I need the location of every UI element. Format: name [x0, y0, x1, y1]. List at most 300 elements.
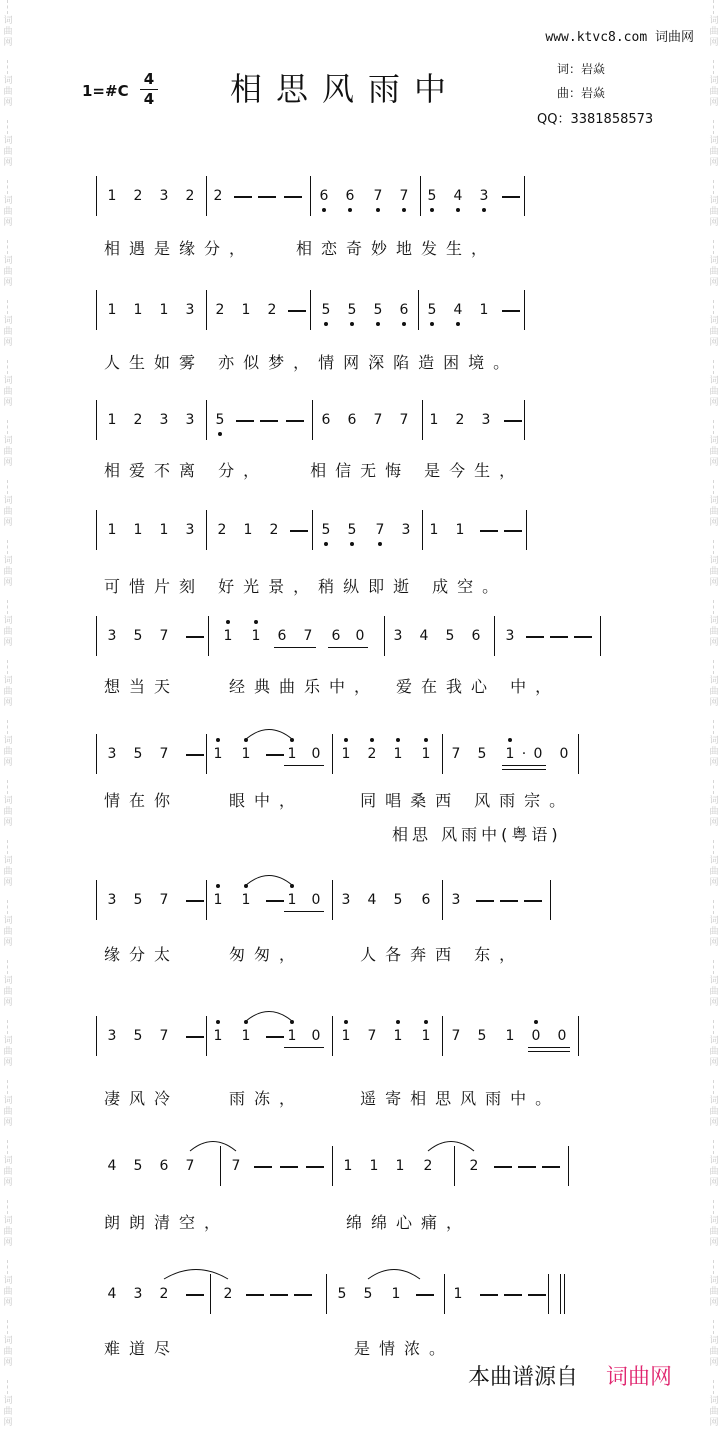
note: 7: [159, 1028, 169, 1044]
watermark-text: 词 曲 网: [709, 1336, 719, 1368]
octave-dot-below: [430, 208, 434, 212]
note: 1: [223, 628, 233, 644]
bar-line: [332, 1146, 333, 1186]
bar-line: [96, 616, 97, 656]
note: 0: [559, 746, 569, 762]
note: 3: [133, 1286, 143, 1302]
octave-dot-below: [324, 322, 328, 326]
note-dash: [186, 1036, 204, 1038]
note: 2: [367, 746, 377, 762]
note-dash: [186, 636, 204, 638]
score-line-9: [0, 1146, 722, 1186]
tie-arc: [368, 1266, 420, 1280]
note-dash: [542, 1166, 560, 1168]
note: 1: [287, 892, 297, 908]
note: 1: [213, 746, 223, 762]
bar-line: [524, 176, 525, 216]
watermark-text: 词 曲 网: [709, 676, 719, 708]
note: 5: [215, 412, 225, 428]
note: 7: [303, 628, 313, 644]
lyric-line-5: 想当天 经典曲乐中， 爱在我心 中，: [104, 677, 561, 696]
note-dash: [526, 636, 544, 638]
watermark-dash: [713, 1260, 714, 1274]
note: 1: [505, 1028, 515, 1044]
note-dash: [504, 1294, 522, 1296]
watermark-dash: [713, 960, 714, 974]
note-dash: [236, 420, 254, 422]
watermark-text: 词 曲 网: [3, 256, 13, 288]
note: 5: [363, 1286, 373, 1302]
watermark-text: 词 曲 网: [3, 196, 13, 228]
watermark-text: 词 曲 网: [709, 916, 719, 948]
octave-dot-above: [508, 738, 512, 742]
bar-line: [550, 880, 551, 920]
bar-line: [454, 1146, 455, 1186]
bar-line: [442, 1016, 443, 1056]
watermark-dash: [713, 1200, 714, 1214]
note: 1: [453, 1286, 463, 1302]
watermark-text: 词 曲 网: [709, 376, 719, 408]
octave-dot-above: [424, 1020, 428, 1024]
octave-dot-below: [348, 208, 352, 212]
watermark-dash: [7, 1380, 8, 1394]
watermark-dash: [713, 60, 714, 74]
note: 4: [107, 1286, 117, 1302]
watermark-dash: [7, 1080, 8, 1094]
note: 7: [451, 1028, 461, 1044]
bar-line: [220, 1146, 221, 1186]
octave-dot-below: [456, 322, 460, 326]
note: 1: [505, 746, 515, 762]
note-dash: [416, 1294, 434, 1296]
octave-dot-below: [350, 322, 354, 326]
octave-dot-below: [482, 208, 486, 212]
note: 1: [107, 412, 117, 428]
note: 7: [159, 628, 169, 644]
note: 1: [479, 302, 489, 318]
watermark-text: 词 曲 网: [709, 136, 719, 168]
site-url[interactable]: [545, 26, 694, 45]
bar-line: [384, 616, 385, 656]
note-dash: [502, 196, 520, 198]
tie-arc: [246, 726, 292, 740]
note: 5: [427, 302, 437, 318]
note: 2: [469, 1158, 479, 1174]
bar-line: [564, 1274, 565, 1314]
note: 7: [399, 188, 409, 204]
score-line-7: [0, 880, 722, 920]
note-dash: [280, 1166, 298, 1168]
note: 0: [557, 1028, 567, 1044]
note: 7: [159, 746, 169, 762]
watermark-dash: [7, 60, 8, 74]
note: 5: [477, 746, 487, 762]
composer-credit: 曲：岩焱: [557, 86, 606, 100]
note: 3: [479, 188, 489, 204]
beam-underline: [284, 765, 324, 766]
note: 0: [311, 892, 321, 908]
bar-line: [206, 176, 207, 216]
octave-dot-above: [216, 738, 220, 742]
note: 1: [241, 746, 251, 762]
bar-line: [442, 734, 443, 774]
note-dash: [306, 1166, 324, 1168]
note-dash: [258, 196, 276, 198]
note: 5: [373, 302, 383, 318]
bar-line: [206, 290, 207, 330]
octave-dot-below: [350, 542, 354, 546]
note: 6: [471, 628, 481, 644]
watermark-text: 词 曲 网: [709, 436, 719, 468]
note-dash: [550, 636, 568, 638]
bar-line: [96, 290, 97, 330]
note: 5: [427, 188, 437, 204]
bar-line: [210, 1274, 211, 1314]
bar-line: [96, 880, 97, 920]
note: 5: [321, 302, 331, 318]
key-signature: 1=#C: [82, 82, 129, 100]
watermark-dash: [713, 360, 714, 374]
watermark-dash: [7, 120, 8, 134]
note: 1: [133, 522, 143, 538]
note: 7: [373, 412, 383, 428]
note-dash: [270, 1294, 288, 1296]
note: 3: [185, 412, 195, 428]
note: 1: [391, 1286, 401, 1302]
note-dash: [480, 530, 498, 532]
note: 5: [133, 1028, 143, 1044]
note-dash: [524, 900, 542, 902]
site-name-text: 词曲网: [654, 30, 694, 45]
note: 4: [453, 188, 463, 204]
beam-underline: [528, 1047, 570, 1048]
octave-dot-above: [344, 738, 348, 742]
watermark-dash: [713, 720, 714, 734]
note: 1: [133, 302, 143, 318]
bar-line: [310, 176, 311, 216]
time-signature: [140, 70, 158, 109]
note-dash: [266, 1036, 284, 1038]
note: 3: [481, 412, 491, 428]
note-dash: [186, 900, 204, 902]
octave-dot-above: [344, 1020, 348, 1024]
note: 6: [331, 628, 341, 644]
watermark-dash: [7, 960, 8, 974]
lyric-line-10: 难道尽 是情浓。: [104, 1339, 455, 1358]
bar-line: [600, 616, 601, 656]
watermark-dash: [713, 600, 714, 614]
tie-arc: [246, 872, 292, 886]
note-dash: [246, 1294, 264, 1296]
bar-line: [578, 734, 579, 774]
bar-line: [96, 400, 97, 440]
bar-line: [422, 510, 423, 550]
note: 1: [241, 892, 251, 908]
watermark-text: 词 曲 网: [3, 556, 13, 588]
watermark-text: 词 曲 网: [3, 496, 13, 528]
note-dash: [286, 420, 304, 422]
octave-dot-below: [376, 322, 380, 326]
note: 0: [311, 1028, 321, 1044]
note: 6: [159, 1158, 169, 1174]
bar-line: [206, 1016, 207, 1056]
watermark-dash: [7, 480, 8, 494]
note-dash: [494, 1166, 512, 1168]
note: 1: [429, 412, 439, 428]
note: 1: [287, 1028, 297, 1044]
note: 3: [505, 628, 515, 644]
note: 4: [419, 628, 429, 644]
note: 5: [133, 892, 143, 908]
octave-dot-below: [402, 322, 406, 326]
octave-dot-below: [402, 208, 406, 212]
note-dash: [186, 1294, 204, 1296]
octave-dot-above: [396, 738, 400, 742]
lyric-line-8: 凄风冷 雨冻， 遥寄相思风雨中。: [104, 1089, 561, 1108]
note: 6: [347, 412, 357, 428]
source-site-link[interactable]: 词曲网: [606, 1365, 673, 1390]
note: 6: [277, 628, 287, 644]
note-dash: [480, 1294, 498, 1296]
note: 3: [451, 892, 461, 908]
octave-dot-above: [216, 1020, 220, 1024]
note: 6: [399, 302, 409, 318]
note-dash: [502, 310, 520, 312]
bar-line: [568, 1146, 569, 1186]
score-line-3: [0, 400, 722, 440]
lyric-line-2: 人生如雾 亦似梦，情网深陷造困境。: [104, 353, 519, 372]
note-dash: [234, 196, 252, 198]
watermark-dash: [713, 0, 714, 14]
note: 3: [107, 1028, 117, 1044]
watermark-dash: [7, 360, 8, 374]
watermark-text: 词 曲 网: [3, 1096, 13, 1128]
bar-line: [524, 400, 525, 440]
beam-underline-double: [502, 769, 546, 770]
octave-dot-below: [322, 208, 326, 212]
note: 3: [107, 628, 117, 644]
lyric-line-9: 朗朗清空， 绵绵心痛，: [104, 1213, 472, 1232]
watermark-dash: [7, 720, 8, 734]
watermark-dash: [7, 240, 8, 254]
octave-dot-below: [378, 542, 382, 546]
bar-line: [312, 400, 313, 440]
note: 3: [107, 892, 117, 908]
watermark-dash: [7, 600, 8, 614]
watermark-text: 词 曲 网: [3, 916, 13, 948]
site-url-text: www.ktvc8.com: [545, 30, 648, 45]
note: 1: [421, 1028, 431, 1044]
note: 7: [375, 522, 385, 538]
note: 4: [107, 1158, 117, 1174]
note: 3: [159, 412, 169, 428]
time-signature-top: 4: [143, 70, 155, 88]
beam-underline-double: [528, 1051, 570, 1052]
note: 2: [133, 412, 143, 428]
note-dash: [266, 754, 284, 756]
watermark-dash: [7, 1260, 8, 1274]
watermark-text: 词 曲 网: [709, 796, 719, 828]
bar-line: [418, 290, 419, 330]
beam-underline: [328, 647, 368, 648]
note: 1: [213, 892, 223, 908]
octave-dot-above: [534, 1020, 538, 1024]
watermark-dash: [713, 1080, 714, 1094]
beam-underline: [284, 911, 324, 912]
bar-line: [548, 1274, 549, 1314]
note: ·: [521, 746, 527, 762]
note: 7: [399, 412, 409, 428]
watermark-dash: [7, 660, 8, 674]
lyric-line-7: 缘分太 匆匆， 人各奔西 东，: [104, 945, 525, 964]
octave-dot-above: [226, 620, 230, 624]
note-dash: [504, 530, 522, 532]
note-dash: [476, 900, 494, 902]
watermark-text: 词 曲 网: [3, 976, 13, 1008]
watermark-dash: [713, 840, 714, 854]
note: 5: [133, 628, 143, 644]
note: 5: [337, 1286, 347, 1302]
watermark-text: 词 曲 网: [3, 316, 13, 348]
watermark-dash: [713, 480, 714, 494]
cantonese-subtitle: 相思 风雨中(粤语): [392, 825, 562, 844]
beam-underline: [502, 765, 546, 766]
note: 7: [451, 746, 461, 762]
note-dash: [290, 530, 308, 532]
note-dash: [254, 1166, 272, 1168]
note: 1: [241, 302, 251, 318]
note-dash: [284, 196, 302, 198]
note: 7: [159, 892, 169, 908]
watermark-dash: [713, 780, 714, 794]
bar-line: [444, 1274, 445, 1314]
bar-line: [96, 176, 97, 216]
note: 2: [215, 302, 225, 318]
note: 1: [243, 522, 253, 538]
note: 1: [107, 188, 117, 204]
watermark-text: 词 曲 网: [3, 1216, 13, 1248]
watermark-text: 词 曲 网: [3, 1276, 13, 1308]
watermark-text: 词 曲 网: [3, 1336, 13, 1368]
score-line-2: [0, 290, 722, 330]
note-dash: [504, 420, 522, 422]
note: 5: [477, 1028, 487, 1044]
octave-dot-below: [456, 208, 460, 212]
bar-line: [206, 400, 207, 440]
watermark-text: 词 曲 网: [709, 1276, 719, 1308]
octave-dot-above: [396, 1020, 400, 1024]
watermark-text: 词 曲 网: [3, 676, 13, 708]
bar-line: [332, 734, 333, 774]
song-title: 相思风雨中: [230, 70, 461, 108]
note: 1: [341, 1028, 351, 1044]
note: 2: [133, 188, 143, 204]
note: 5: [347, 302, 357, 318]
octave-dot-above: [424, 738, 428, 742]
note: 2: [159, 1286, 169, 1302]
note: 5: [393, 892, 403, 908]
bar-line: [206, 880, 207, 920]
note: 1: [369, 1158, 379, 1174]
bar-line: [578, 1016, 579, 1056]
tie-arc: [246, 1008, 292, 1022]
bar-line: [442, 880, 443, 920]
note: 1: [107, 522, 117, 538]
note: 1: [421, 746, 431, 762]
note: 3: [185, 522, 195, 538]
note: 1: [241, 1028, 251, 1044]
note: 3: [393, 628, 403, 644]
tie-arc: [164, 1266, 228, 1280]
note: 0: [531, 1028, 541, 1044]
note-dash: [186, 754, 204, 756]
watermark-text: 词 曲 网: [709, 1216, 719, 1248]
note: 1: [455, 522, 465, 538]
note-dash: [500, 900, 518, 902]
time-signature-bottom: 4: [143, 90, 155, 108]
bar-line: [422, 400, 423, 440]
watermark-text: 词 曲 网: [709, 1036, 719, 1068]
bar-line: [96, 510, 97, 550]
note: 1: [287, 746, 297, 762]
watermark-text: 词 曲 网: [709, 256, 719, 288]
note-dash: [528, 1294, 546, 1296]
watermark-text: 词 曲 网: [709, 1156, 719, 1188]
watermark-text: 词 曲 网: [3, 1396, 13, 1428]
watermark-text: 词 曲 网: [709, 316, 719, 348]
note: 2: [213, 188, 223, 204]
bar-line: [208, 616, 209, 656]
bar-line: [560, 1274, 561, 1314]
note: 2: [423, 1158, 433, 1174]
watermark-text: 词 曲 网: [3, 436, 13, 468]
octave-dot-above: [254, 620, 258, 624]
watermark-text: 词 曲 网: [3, 856, 13, 888]
octave-dot-below: [218, 432, 222, 436]
watermark-text: 词 曲 网: [3, 796, 13, 828]
bar-line: [326, 1274, 327, 1314]
note: 2: [455, 412, 465, 428]
note: 1: [341, 746, 351, 762]
watermark-text: 词 曲 网: [3, 736, 13, 768]
bar-line: [96, 734, 97, 774]
tie-arc: [428, 1138, 474, 1152]
octave-dot-below: [430, 322, 434, 326]
beam-underline: [274, 647, 316, 648]
watermark-text: 词 曲 网: [3, 136, 13, 168]
octave-dot-below: [376, 208, 380, 212]
note: 2: [269, 522, 279, 538]
note: 0: [533, 746, 543, 762]
note: 1: [159, 522, 169, 538]
note: 1: [251, 628, 261, 644]
lyric-line-1: 相遇是缘分， 相恋奇妙地发生，: [104, 239, 497, 258]
note: 1: [343, 1158, 353, 1174]
note: 3: [159, 188, 169, 204]
note: 6: [345, 188, 355, 204]
watermark-text: 词 曲 网: [709, 76, 719, 108]
note: 5: [133, 1158, 143, 1174]
note: 2: [223, 1286, 233, 1302]
note-dash: [266, 900, 284, 902]
watermark-text: 词 曲 网: [3, 76, 13, 108]
watermark-text: 词 曲 网: [3, 616, 13, 648]
watermark-text: 词 曲 网: [3, 1156, 13, 1188]
watermark-dash: [713, 660, 714, 674]
beam-underline: [284, 1047, 324, 1048]
score-line-10: [0, 1274, 722, 1314]
note: 7: [231, 1158, 241, 1174]
